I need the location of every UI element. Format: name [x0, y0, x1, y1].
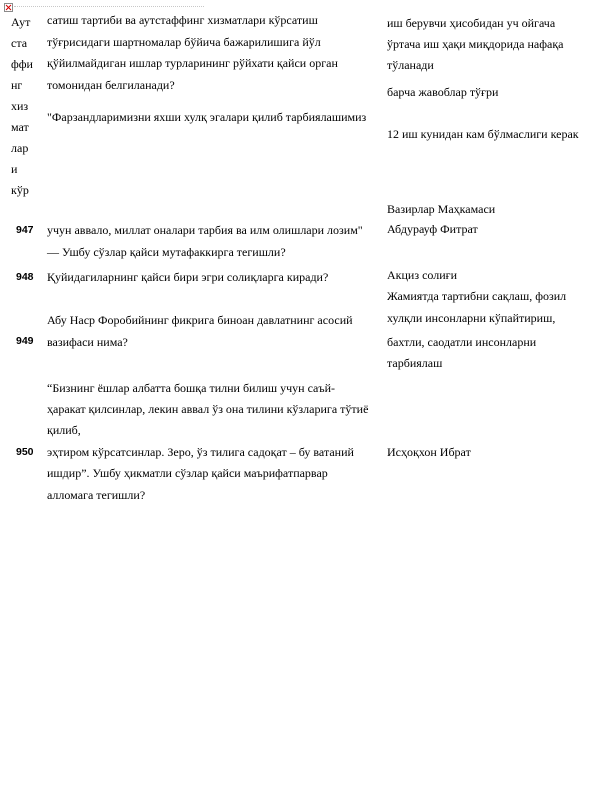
row-number: 947: [16, 224, 34, 236]
answer-text: 12 иш кунидан кам бўлмаслиги керак: [387, 127, 579, 141]
broken-image-icon: [4, 3, 13, 12]
row-label: ффи: [11, 57, 33, 71]
row-label: мат: [11, 120, 29, 134]
question-text: тўғрисидаги шартномалар бўйича бажарилишига йўл: [47, 35, 321, 49]
row-label: нг: [11, 78, 23, 92]
answer-text: Жамиятда тартибни сақлаш, фозил: [387, 289, 567, 303]
question-text: эҳтиром кўрсатсинлар. Зеро, ўз тилига садоқат – бу ватаний: [47, 445, 354, 459]
question-text: алломага тегишли?: [47, 488, 146, 502]
question-text: Қуйидагиларнинг қайси бири эгри солиқларга киради?: [47, 270, 329, 284]
row-label: лар: [11, 141, 29, 155]
question-text: — Ушбу сўзлар қайси мутафаккирга тегишли?: [47, 245, 286, 259]
question-text: қилиб,: [47, 423, 81, 437]
question-text: сатиш тартиби ва аутстаффинг хизматлари кўрсатиш: [47, 13, 318, 27]
row-label: и: [11, 162, 18, 176]
answer-text: Вазирлар Маҳкамаси: [387, 202, 496, 216]
answer-text: бахтли, саодатли инсонларни: [387, 335, 537, 349]
question-text: “Бизнинг ёшлар албатта бошқа тилни билиш учун саъй-: [47, 381, 336, 395]
answer-text: Исҳоқхон Ибрат: [387, 445, 471, 459]
question-text: учун аввало, миллат оналари тарбия ва илм олишлари лозим": [47, 223, 363, 237]
answer-text: тўланади: [387, 58, 434, 72]
question-text: "Фарзандларимизни яхши хулқ эгалари қилиб тарбиялашимиз: [47, 110, 367, 124]
row-label: хиз: [11, 99, 29, 113]
question-text: томонидан белгиланади?: [47, 78, 175, 92]
answer-text: Акциз солиғи: [387, 268, 458, 282]
row-label: кўр: [11, 183, 29, 197]
divider: [14, 6, 204, 7]
row-label: Аут: [11, 15, 31, 29]
row-number: 948: [16, 271, 34, 283]
answer-text: иш берувчи ҳисобидан уч ойгача: [387, 16, 556, 30]
question-text: қўйилмайдиган ишлар турларининг рўйхати қайси орган: [47, 56, 338, 70]
row-number: 950: [16, 446, 34, 458]
answer-text: барча жавоблар тўғри: [387, 85, 499, 99]
answer-text: Абдурауф Фитрат: [387, 222, 478, 236]
answer-text: ўртача иш ҳақи миқдорида нафақа: [387, 37, 564, 51]
answer-text: хулқли инсонларни кўпайтириш,: [387, 311, 556, 325]
question-text: Абу Наср Форобийнинг фикрига биноан давлатнинг асосий: [47, 313, 353, 327]
row-label: ста: [11, 36, 28, 50]
answer-text: тарбиялаш: [387, 356, 443, 370]
question-text: ҳаракат қилсинлар, лекин аввал ўз она тилини кўзларига тўтиё: [47, 402, 369, 416]
row-number: 949: [16, 335, 34, 347]
question-text: вазифаси нима?: [47, 335, 128, 349]
question-text: ишдир”. Ушбу ҳикматли сўзлар қайси маърифатпарвар: [47, 466, 328, 480]
